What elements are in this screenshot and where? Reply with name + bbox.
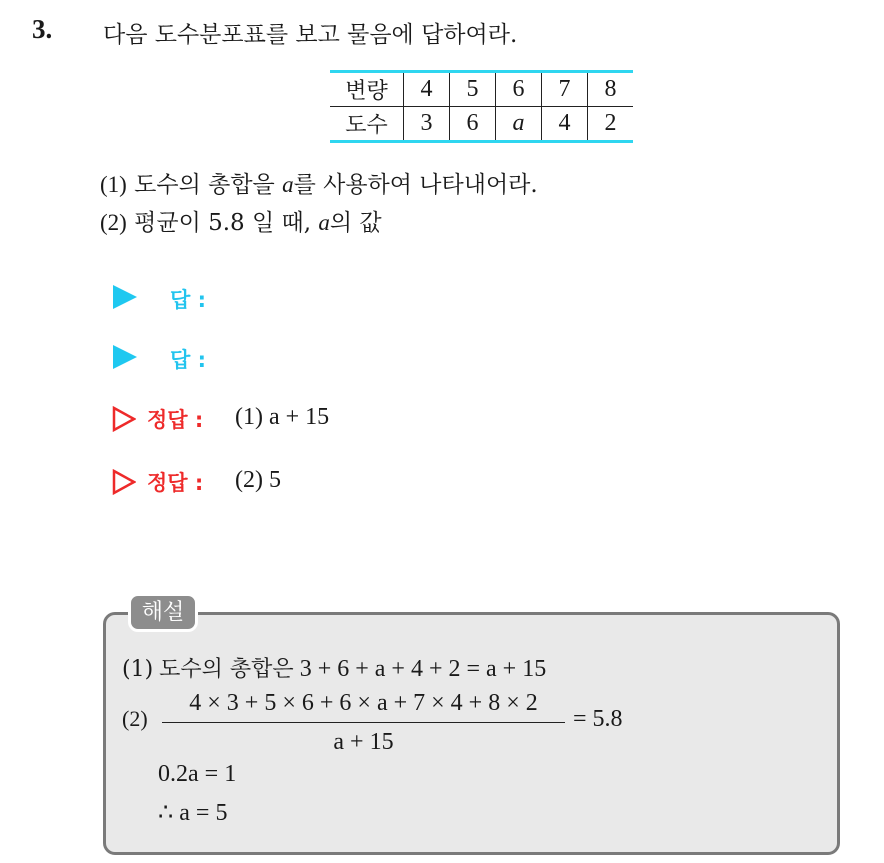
correct-answer-2: (2) 5 (235, 467, 281, 493)
question-text: 다음 도수분포표를 보고 물음에 답하여라. (103, 22, 518, 48)
table-cell: 4 (404, 72, 450, 107)
table-cell: 4 (542, 107, 588, 142)
fraction-result: = 5.8 (573, 706, 623, 732)
subquestion-2-variable: a (318, 210, 330, 235)
subquestion-2-text-after: 의 값 (329, 210, 382, 236)
fraction-bar (162, 722, 565, 723)
fraction-numerator: 4 × 3 + 5 × 6 + 6 × a + 7 × 4 + 8 × 2 (189, 690, 538, 716)
solution-line-1-expr: 3 + 6 + a + 4 + 2 = a + 15 (299, 656, 547, 682)
solution-line-4: ∴ a = 5 (158, 800, 228, 826)
solution-fraction (162, 688, 565, 757)
fraction-denominator: a + 15 (333, 729, 394, 755)
correct-label-1: 정답 : (147, 408, 204, 432)
subquestion-2-text: 평균이 5.8 일 때, (134, 210, 312, 236)
table-cell: a (496, 107, 542, 142)
table-cell: 6 (450, 107, 496, 142)
table-cell: 3 (404, 107, 450, 142)
answer-arrow-icon (113, 345, 137, 369)
subquestion-1 (100, 166, 538, 199)
correct-answer-1: (1) a + 15 (235, 404, 330, 430)
correct-arrow-icon (112, 469, 136, 495)
table-cell: 6 (496, 72, 542, 107)
frequency-table (330, 70, 633, 143)
table-cell: 5 (450, 72, 496, 107)
solution-line-1 (122, 652, 546, 683)
answer-label-1: 답 : (170, 288, 206, 312)
answer-arrow-icon (113, 285, 137, 309)
answer-label-2: 답 : (170, 348, 206, 372)
subquestion-1-label: (1) (100, 172, 127, 197)
subquestion-2 (100, 204, 382, 237)
subquestion-1-variable: a (282, 172, 294, 197)
correct-arrow-icon (112, 406, 136, 432)
table-row-variable (330, 72, 633, 107)
subquestion-2-label: (2) (100, 210, 127, 235)
table-row-frequency (330, 107, 633, 142)
question-number: 3. (32, 14, 53, 44)
subquestion-1-text-after: 를 사용하여 나타내어라. (293, 172, 538, 198)
solution-line-3: 0.2a = 1 (158, 761, 237, 787)
table-cell: 7 (542, 72, 588, 107)
table-cell: 8 (588, 72, 634, 107)
subquestion-1-text: 도수의 총합을 (134, 172, 275, 198)
solution-tab: 해설 (128, 593, 198, 632)
table-header-variable: 변량 (330, 72, 404, 107)
table-cell: 2 (588, 107, 634, 142)
correct-label-2: 정답 : (147, 471, 204, 495)
table-header-frequency: 도수 (330, 107, 404, 142)
solution-line-1-label: (1) (122, 657, 154, 682)
solution-line-2-label: (2) (122, 706, 148, 731)
solution-line-1-text: 도수의 총합은 (159, 657, 294, 682)
